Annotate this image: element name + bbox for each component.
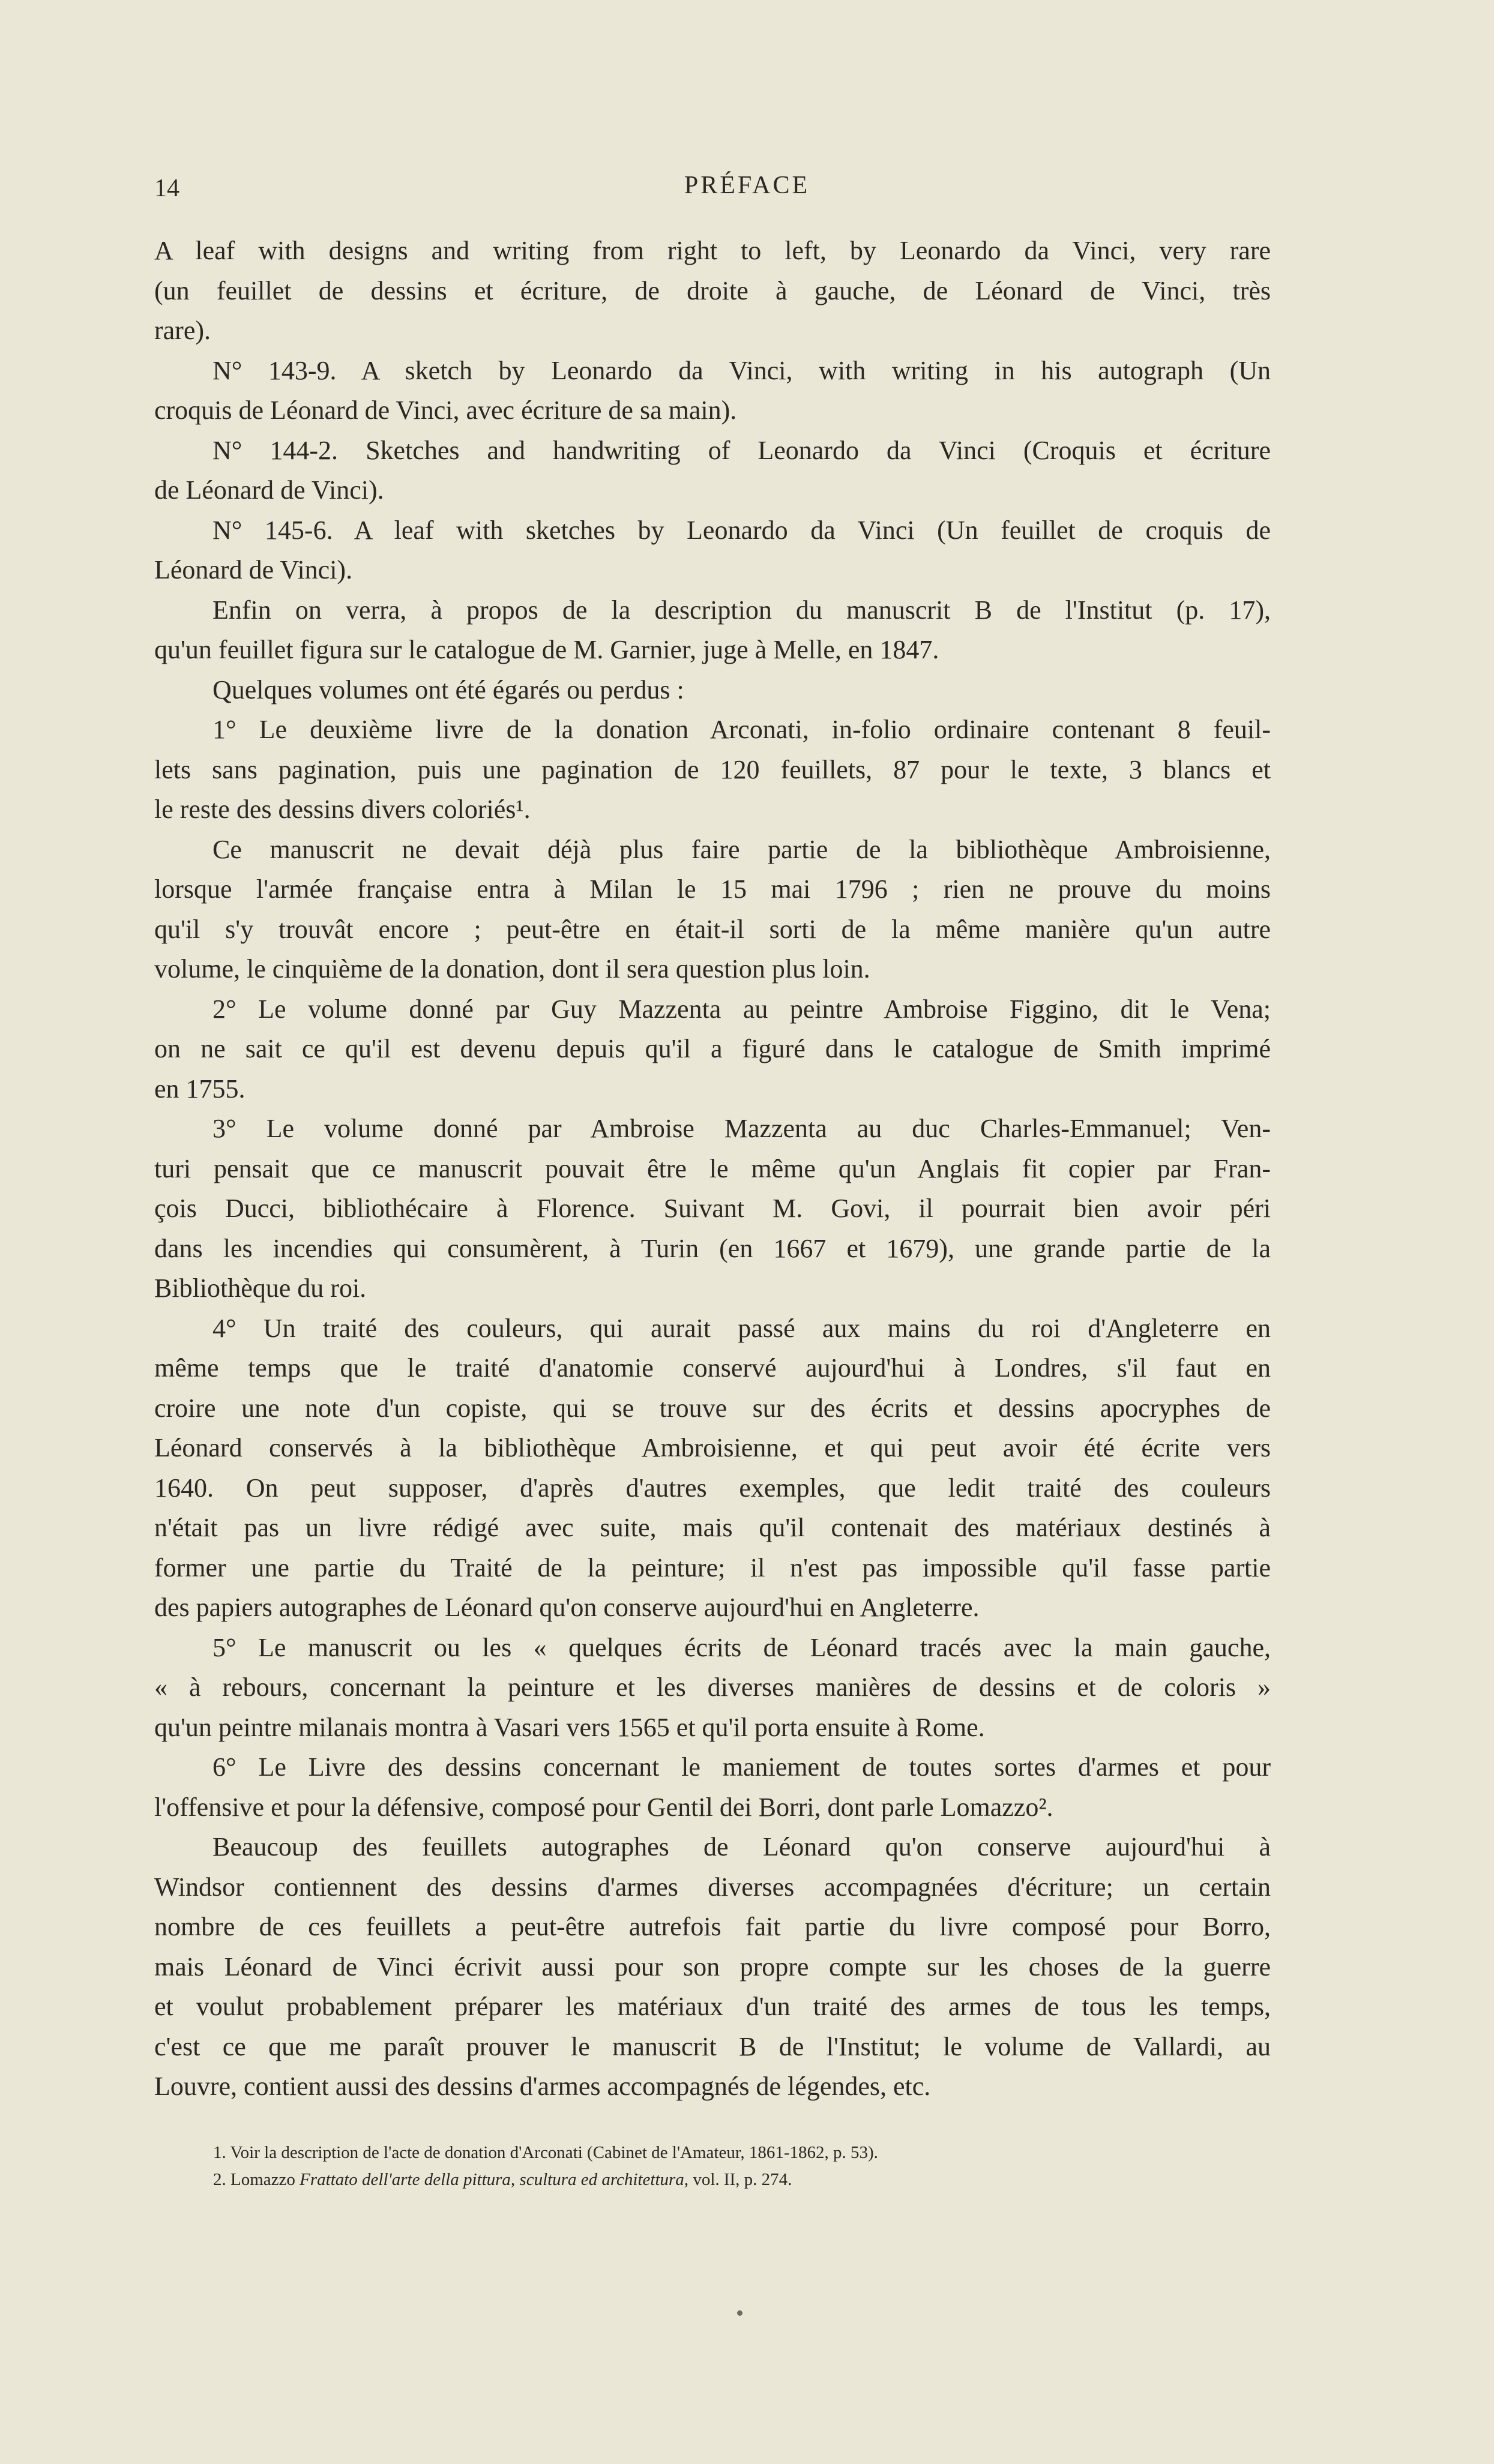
text-line: Léonard de Vinci). (154, 555, 353, 584)
text-line: 1° Le deuxième livre de la donation Arconati, in-folio ordinaire contenant 8 feuil- (212, 715, 1271, 744)
text-line: volume, le cinquième de la donation, dont il sera question plus loin. (154, 954, 870, 984)
text-line: on ne sait ce qu'il est devenu depuis qu'il a figuré dans le catalogue de Smith imprimé (154, 1034, 1271, 1063)
text-line: Léonard conservés à la bibliothèque Ambroisienne, et qui peut avoir été écrite vers (154, 1433, 1271, 1462)
text-line: former une partie du Traité de la peinture; il n'est pas impossible qu'il fasse partie (154, 1552, 1271, 1582)
paragraph (154, 1827, 1271, 2107)
text-line: 3° Le volume donné par Ambroise Mazzenta au duc Charles-Emmanuel; Ven- (212, 1114, 1271, 1143)
text-line: qu'il s'y trouvât encore ; peut-être en était-il sorti de la même manière qu'un autre (154, 914, 1271, 944)
paragraph (154, 351, 1271, 431)
text-line: Beaucoup des feuillets autographes de Léonard qu'on conserve aujourd'hui à (212, 1832, 1271, 1862)
text-line: et voulut probablement préparer les matériaux d'un traité des armes de tous les temps, (154, 1992, 1271, 2021)
footnote-2-suffix: vol. II, p. 274. (688, 2170, 792, 2189)
paragraph (154, 670, 1271, 711)
text-line: Quelques volumes ont été égarés ou perdus : (212, 675, 684, 705)
text-line: Bibliothèque du roi. (154, 1273, 367, 1303)
paragraph (154, 590, 1271, 670)
text-line: lets sans pagination, puis une pagination de 120 feuillets, 87 pour le texte, 3 blancs et (154, 754, 1271, 784)
text-line: le reste des dessins divers coloriés¹. (154, 795, 531, 824)
text-line: Windsor contiennent des dessins d'armes diverses accompagnées d'écriture; un certain (154, 1872, 1271, 1902)
paragraph (154, 431, 1271, 511)
footnote-1: 1. Voir la description de l'acte de donation d'Arconati (Cabinet de l'Amateur, 1861-1862, p. 53). (213, 2143, 878, 2162)
paragraph (154, 830, 1271, 990)
paragraph (154, 1628, 1271, 1748)
text-line: n'était pas un livre rédigé avec suite, mais qu'il contenait des matériaux destinés à (154, 1513, 1271, 1542)
text-line: çois Ducci, bibliothécaire à Florence. Suivant M. Govi, il pourrait bien avoir péri (154, 1194, 1271, 1223)
text-line: Louvre, contient aussi des dessins d'armes accompagnés de légendes, etc. (154, 2072, 931, 2101)
paragraph (154, 231, 1271, 351)
text-line: 4° Un traité des couleurs, qui aurait passé aux mains du roi d'Angleterre en (212, 1313, 1271, 1343)
text-line: même temps que le traité d'anatomie conservé aujourd'hui à Londres, s'il faut en (154, 1353, 1271, 1383)
paragraph (154, 1747, 1271, 1827)
paragraph (154, 1309, 1271, 1628)
page-number: 14 (154, 175, 179, 202)
footnote-2-prefix: 2. Lomazzo (213, 2170, 300, 2189)
text-line: 2° Le volume donné par Guy Mazzenta au peintre Ambroise Figgino, dit le Vena; (212, 994, 1271, 1024)
paragraph (154, 1109, 1271, 1309)
text-line: N° 145-6. A leaf with sketches by Leonardo da Vinci (Un feuillet de croquis de (212, 515, 1271, 545)
text-line: dans les incendies qui consumèrent, à Turin (en 1667 et 1679), une grande partie de la (154, 1233, 1271, 1263)
text-line: Enfin on verra, à propos de la description du manuscrit B de l'Institut (p. 17), (212, 595, 1271, 625)
text-line: qu'un feuillet figura sur le catalogue de M. Garnier, juge à Melle, en 1847. (154, 635, 939, 664)
text-line: qu'un peintre milanais montra à Vasari vers 1565 et qu'il porta ensuite à Rome. (154, 1712, 985, 1742)
text-line: « à rebours, concernant la peinture et les diverses manières de dessins et de coloris » (154, 1672, 1271, 1702)
paper-speck (737, 2310, 742, 2316)
paragraph (154, 511, 1271, 590)
text-line: (un feuillet de dessins et écriture, de droite à gauche, de Léonard de Vinci, très (154, 275, 1271, 305)
text-line: Ce manuscrit ne devait déjà plus faire partie de la bibliothèque Ambroisienne, (212, 834, 1271, 864)
text-line: rare). (154, 316, 211, 345)
footnotes (213, 2139, 878, 2193)
text-line: N° 143-9. A sketch by Leonardo da Vinci, with writing in his autograph (Un (212, 355, 1271, 385)
running-title: PRÉFACE (684, 172, 810, 199)
text-line: lorsque l'armée française entra à Milan le 15 mai 1796 ; rien ne prouve du moins (154, 874, 1271, 904)
footnote-2-title: Frattato dell'arte della pittura, scultura ed architettura, (300, 2170, 689, 2189)
text-line: A leaf with designs and writing from right to left, by Leonardo da Vinci, very rare (154, 236, 1271, 265)
paragraph (154, 990, 1271, 1110)
text-line: turi pensait que ce manuscrit pouvait être le même qu'un Anglais fit copier par Fran- (154, 1153, 1271, 1183)
text-line: croire une note d'un copiste, qui se trouve sur des écrits et dessins apocryphes de (154, 1393, 1271, 1423)
text-line: N° 144-2. Sketches and handwriting of Leonardo da Vinci (Croquis et écriture (212, 435, 1271, 465)
text-line: de Léonard de Vinci). (154, 475, 384, 505)
text-line: l'offensive et pour la défensive, composé pour Gentil dei Borri, dont parle Lomazzo². (154, 1792, 1053, 1822)
text-line: 6° Le Livre des dessins concernant le maniement de toutes sortes d'armes et pour (212, 1752, 1271, 1782)
text-line: 5° Le manuscrit ou les « quelques écrits de Léonard tracés avec la main gauche, (212, 1632, 1271, 1662)
text-line: mais Léonard de Vinci écrivit aussi pour son propre compte sur les choses de la guerre (154, 1952, 1271, 1982)
text-line: des papiers autographes de Léonard qu'on conserve aujourd'hui en Angleterre. (154, 1593, 980, 1622)
body-text (154, 231, 1271, 2107)
footnote-2 (213, 2166, 878, 2193)
text-line: en 1755. (154, 1074, 245, 1104)
text-line: nombre de ces feuillets a peut-être autrefois fait partie du livre composé pour Borro, (154, 1912, 1271, 1941)
text-line: c'est ce que me paraît prouver le manuscrit B de l'Institut; le volume de Vallardi, au (154, 2031, 1271, 2061)
paragraph (154, 710, 1271, 830)
text-line: 1640. On peut supposer, d'après d'autres exemples, que ledit traité des couleurs (154, 1473, 1271, 1503)
text-line: croquis de Léonard de Vinci, avec écriture de sa main). (154, 395, 737, 425)
